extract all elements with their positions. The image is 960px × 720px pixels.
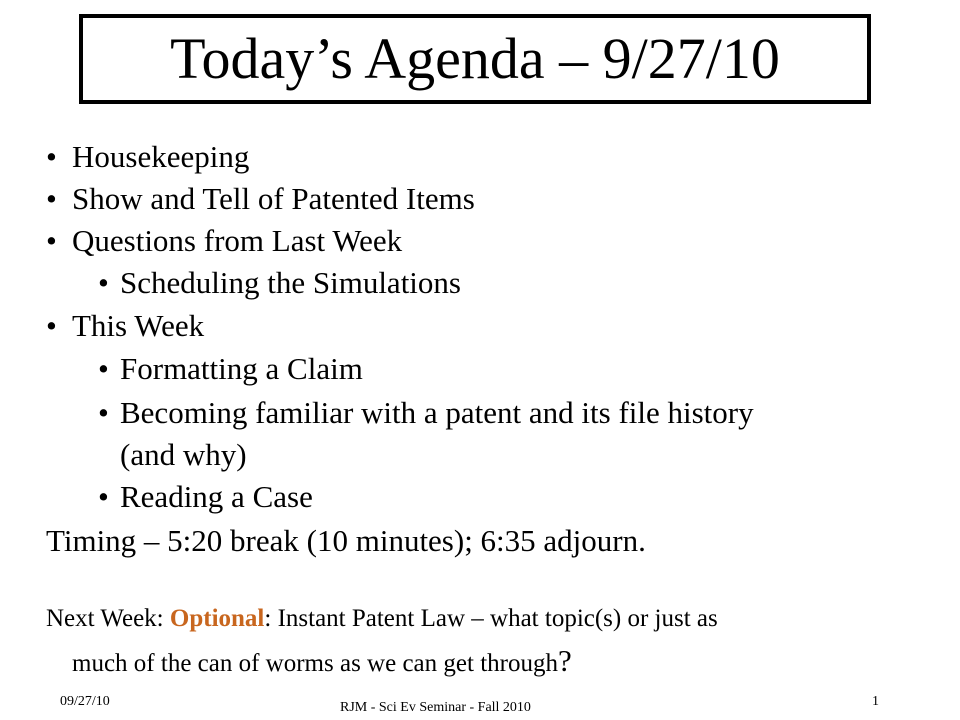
agenda-item-label: Formatting a Claim <box>120 351 363 386</box>
slide-title: Today’s Agenda – 9/27/10 <box>170 26 780 91</box>
optional-label: Optional <box>169 605 265 632</box>
agenda-item-label: Questions from Last Week <box>72 223 403 258</box>
next-week-line-1-rest: : Instant Patent Law – what topic(s) or just as <box>264 605 718 632</box>
bullet-icon: • <box>46 139 57 174</box>
bullet-icon: • <box>46 308 57 343</box>
agenda-item-label: Housekeeping <box>72 139 250 174</box>
agenda-item-label: Show and Tell of Patented Items <box>72 181 475 216</box>
agenda-item-label: Reading a Case <box>120 479 313 514</box>
footer-date: 09/27/10 <box>60 694 110 709</box>
footer-center-text: RJM - Sci Ev Seminar - Fall 2010 <box>340 700 531 715</box>
next-week-line-1 <box>46 602 718 636</box>
next-week-prefix: Next Week: <box>46 605 170 632</box>
agenda-item-label: This Week <box>72 308 205 343</box>
bullet-icon: • <box>98 479 109 514</box>
bullet-icon: • <box>46 181 57 216</box>
bullet-icon: • <box>98 351 109 386</box>
next-week-line-2 <box>72 644 572 681</box>
bullet-icon: • <box>98 395 109 430</box>
question-mark: ? <box>557 643 572 678</box>
page-number: 1 <box>872 694 879 709</box>
timing-text: Timing – 5:20 break (10 minutes); 6:35 adjourn. <box>46 523 646 558</box>
bullet-icon: • <box>98 265 109 300</box>
agenda-subitem-continuation: (and why) <box>120 437 247 472</box>
next-week-line-2-text: much of the can of worms as we can get through <box>72 650 558 677</box>
title-box <box>79 14 871 104</box>
agenda-item-label: Becoming familiar with a patent and its file history <box>120 395 754 430</box>
agenda-item-label: Scheduling the Simulations <box>120 265 461 300</box>
bullet-icon: • <box>46 223 57 258</box>
